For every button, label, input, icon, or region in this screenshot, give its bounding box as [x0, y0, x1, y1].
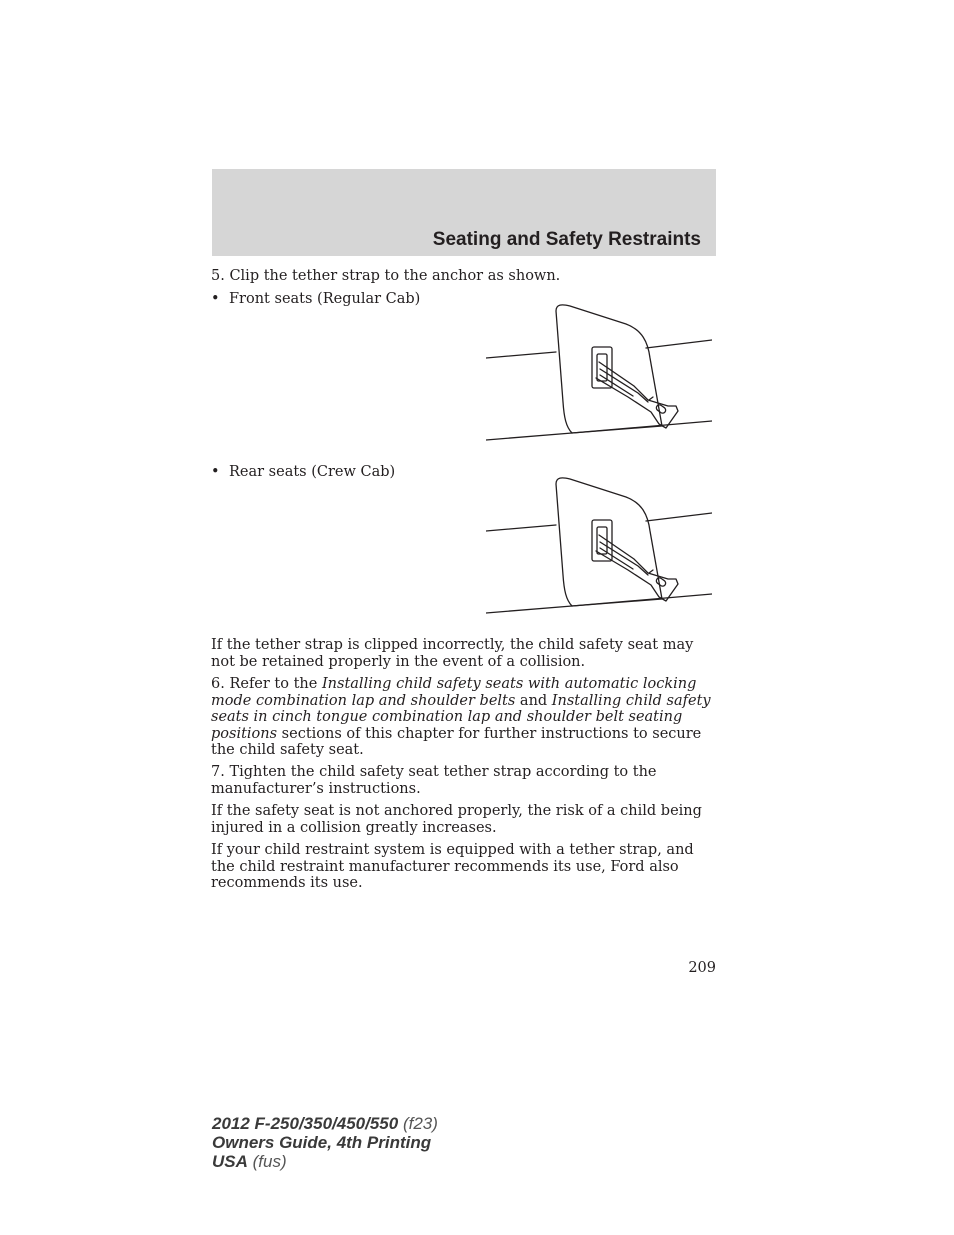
bullet-dot: •	[211, 291, 220, 307]
step-6-intro: 6. Refer to the	[211, 676, 322, 692]
step-6-outro: sections of this chapter for further instructions to secure the child safety seat.	[211, 725, 702, 758]
footer-line-2	[212, 1133, 438, 1152]
bullet-front-seats	[211, 291, 420, 308]
footer-market-code: (fus)	[247, 1152, 287, 1171]
bullet-rear-seats	[211, 464, 395, 481]
step-6-text	[211, 676, 716, 759]
document-footer	[212, 1114, 438, 1171]
section-header-band	[212, 169, 716, 256]
section-title: Seating and Safety Restraints	[432, 229, 701, 250]
step-7-text: 7. Tighten the child safety seat tether strap according to the manufacturer’s instructions.	[211, 764, 657, 797]
bullet-rear-seats-label: Rear seats (Crew Cab)	[229, 464, 396, 480]
footer-model: 2012 F-250/350/450/550	[212, 1114, 399, 1133]
page-number: 209	[688, 960, 716, 976]
bullet-dot: •	[211, 464, 220, 480]
front-seat-tether-illustration	[486, 302, 712, 442]
step-6-and: and	[515, 692, 552, 709]
step-6-ref-cinch-tongue: Installing child safety seats in cinch tongue combination lap and shoulder belt seating positions	[211, 692, 711, 742]
bullet-front-seats-label: Front seats (Regular Cab)	[229, 291, 421, 307]
footer-market: USA	[212, 1152, 248, 1171]
footer-line-3	[212, 1152, 438, 1171]
warning-clip-text: If the tether strap is clipped incorrectly, the child safety seat may not be retained properly in the event of a collision.	[211, 637, 694, 670]
footer-line-1	[212, 1114, 438, 1133]
step-6-ref-automatic-locking: Installing child safety seats with automatic locking mode combination lap and shoulder belts	[211, 676, 697, 709]
recommendation-text: If your child restraint system is equipped with a tether strap, and the child restraint manufacturer recommends its use, Ford also recommends its use.	[211, 842, 694, 891]
warning-anchor-text: If the safety seat is not anchored properly, the risk of a child being injured in a collision greatly increases.	[211, 803, 702, 836]
footer-guide-edition: Owners Guide, 4th Printing	[212, 1133, 432, 1152]
rear-seat-tether-illustration	[486, 475, 712, 615]
step-5-text: 5. Clip the tether strap to the anchor as shown.	[211, 268, 561, 284]
footer-model-code: (f23)	[398, 1114, 438, 1133]
